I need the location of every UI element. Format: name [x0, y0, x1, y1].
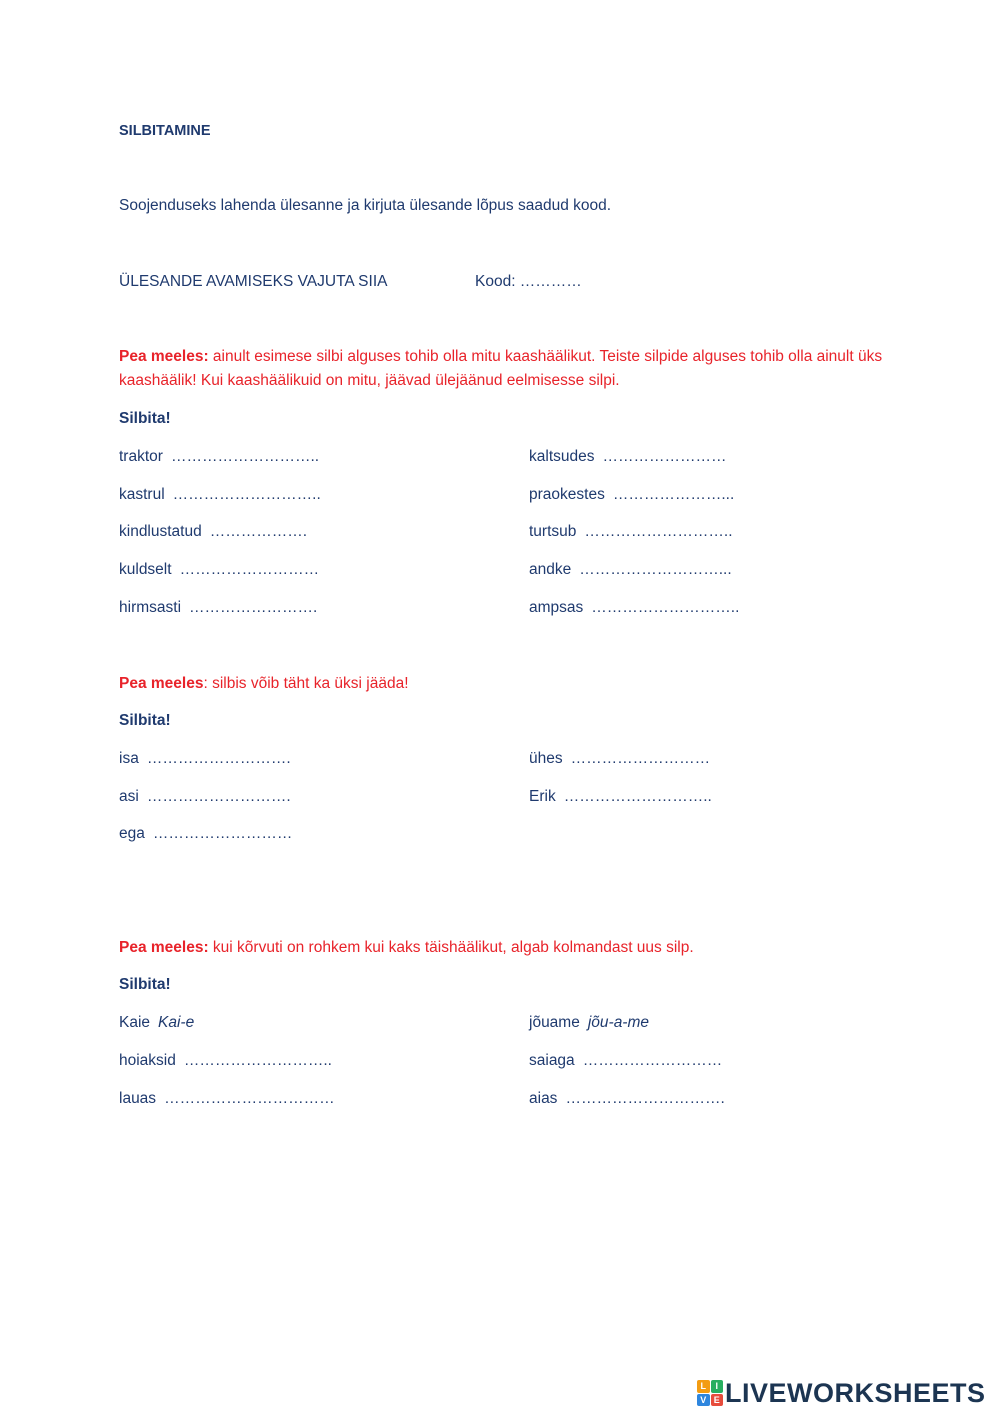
- logo-letter: E: [711, 1394, 724, 1407]
- logo-mark-icon: [697, 1380, 723, 1406]
- word: Erik: [529, 788, 556, 805]
- section3-note-label: Pea meeles:: [119, 939, 209, 956]
- s2-left-row-1: [119, 749, 291, 769]
- word: lauas: [119, 1090, 157, 1107]
- word: kindlustatud: [119, 523, 202, 540]
- s3-left-row-3: [119, 1089, 335, 1109]
- section3-heading: Silbita!: [119, 976, 171, 993]
- word: isa: [119, 750, 139, 767]
- section3-note-text: kui kõrvuti on rohkem kui kaks täishäälikut, algab kolmandast uus silp.: [208, 939, 694, 956]
- logo-letter: V: [697, 1394, 710, 1407]
- answer-field[interactable]: ……………………………: [164, 1090, 335, 1107]
- example-answer: Kai-e: [158, 1014, 195, 1031]
- s1-right-row-5: [529, 598, 739, 618]
- word: saiaga: [529, 1052, 575, 1069]
- logo-text: LIVEWORKSHEETS: [725, 1378, 986, 1408]
- intro-text: Soojenduseks lahenda ülesanne ja kirjuta ülesande lõpus saadud kood.: [119, 197, 612, 214]
- word: kaltsudes: [529, 448, 595, 465]
- logo-letter: I: [711, 1380, 724, 1393]
- s1-left-row-5: [119, 598, 317, 618]
- page-title: SILBITAMINE: [119, 123, 211, 139]
- section2-note-label: Pea meeles: [119, 675, 204, 692]
- answer-field[interactable]: ………………………: [179, 561, 320, 578]
- section1-heading: Silbita!: [119, 410, 171, 427]
- s1-right-row-1: [529, 447, 726, 467]
- s2-left-row-3: [119, 824, 292, 844]
- liveworksheets-logo: [697, 1378, 986, 1408]
- answer-field[interactable]: ……………………….: [146, 788, 291, 805]
- s3-right-row-2: [529, 1051, 722, 1071]
- word: andke: [529, 561, 572, 578]
- word: ühes: [529, 750, 563, 767]
- s1-left-row-1: [119, 447, 319, 467]
- word: jõuame: [529, 1014, 580, 1031]
- word: praokestes: [529, 486, 605, 503]
- s1-right-row-2: [529, 485, 734, 505]
- word: turtsub: [529, 523, 577, 540]
- word: Kaie: [119, 1014, 151, 1031]
- s1-right-row-4: [529, 560, 732, 580]
- answer-field[interactable]: ………………………..: [584, 523, 733, 540]
- s1-left-row-2: [119, 485, 321, 505]
- s2-right-row-2: [529, 787, 712, 807]
- answer-field[interactable]: ………………………: [582, 1052, 723, 1069]
- answer-field[interactable]: ………………………: [570, 750, 711, 767]
- word: kuldselt: [119, 561, 172, 578]
- answer-field[interactable]: …………………...: [612, 486, 735, 503]
- section1-note-label: Pea meeles:: [119, 348, 209, 365]
- word: ampsas: [529, 599, 584, 616]
- answer-field[interactable]: ………………………...: [579, 561, 732, 578]
- answer-field[interactable]: …………………….: [189, 599, 318, 616]
- answer-field[interactable]: ……………….: [209, 523, 308, 540]
- s2-left-row-2: [119, 787, 291, 807]
- answer-field[interactable]: ………………………..: [591, 599, 740, 616]
- logo-letter: L: [697, 1380, 710, 1393]
- word: hirmsasti: [119, 599, 182, 616]
- section2-note: [119, 672, 899, 696]
- example-answer: jõu-a-me: [587, 1014, 650, 1031]
- word: kastrul: [119, 486, 165, 503]
- s3-left-row-1: [119, 1013, 194, 1033]
- word: asi: [119, 788, 139, 805]
- s1-right-row-3: [529, 522, 733, 542]
- answer-field[interactable]: ………………………..: [170, 448, 320, 465]
- s3-right-row-3: [529, 1089, 725, 1109]
- section2-heading: Silbita!: [119, 712, 171, 729]
- word: traktor: [119, 448, 163, 465]
- section1-note-text: ainult esimese silbi alguses tohib olla mitu kaashäälikut. Teiste silpide alguses tohib olla ainult üks kaashäälik! Kui kaashäälikuid on mitu, jäävad ülejäänud eelmisesse silpi.: [119, 348, 883, 389]
- answer-field[interactable]: ………………………..: [183, 1052, 332, 1069]
- s1-left-row-4: [119, 560, 319, 580]
- word: ega: [119, 825, 145, 842]
- section3-note: [119, 936, 899, 960]
- s3-right-row-1: [529, 1013, 649, 1033]
- section1-note: [119, 345, 899, 393]
- s3-left-row-2: [119, 1051, 332, 1071]
- s1-left-row-3: [119, 522, 307, 542]
- answer-field[interactable]: ………………………..: [563, 788, 712, 805]
- answer-field[interactable]: ………………………: [152, 825, 293, 842]
- word: aias: [529, 1090, 558, 1107]
- answer-field[interactable]: ………………………….: [565, 1090, 725, 1107]
- answer-field[interactable]: ……………………….: [146, 750, 291, 767]
- word: hoiaksid: [119, 1052, 176, 1069]
- s2-right-row-1: [529, 749, 710, 769]
- answer-field[interactable]: ……………………: [602, 448, 727, 465]
- open-task-link[interactable]: ÜLESANDE AVAMISEKS VAJUTA SIIA: [119, 273, 388, 290]
- answer-field[interactable]: ………………………..: [172, 486, 321, 503]
- code-label: Kood: …………: [475, 273, 582, 290]
- section2-note-text: : silbis võib täht ka üksi jääda!: [203, 675, 409, 692]
